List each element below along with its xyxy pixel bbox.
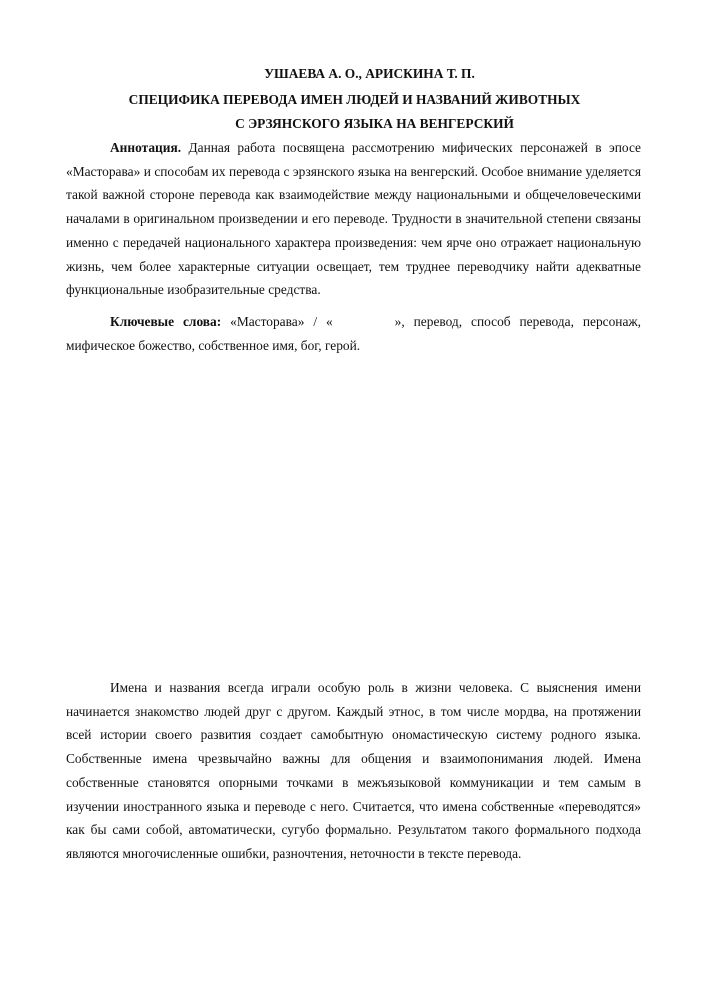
article-title-line-1: СПЕЦИФИКА ПЕРЕВОДА ИМЕН ЛЮДЕЙ И НАЗВАНИЙ ЖИВОТНЫХ	[128, 92, 581, 107]
keywords-label: Ключевые слова:	[110, 314, 222, 329]
abstract-label: Аннотация.	[110, 140, 182, 155]
intro-paragraph: Имена и названия всегда играли особую роль в жизни человека. С выяснения имени начинается знакомство людей друг с другом. Каждый этнос, в том числе мордва, на протяжении всей истории своего развития создает самобытную ономастическую систему родного языка. Собственные имена чрезвычайно важны для общения и взаимопонимания людей. Имена собственные становятся опорными точками в межъязыковой коммуникации и тем самым в изучении иностранного языка и переводе с него. Считается, что имена собственные «переводятся» как бы сами собой, автоматически, сугубо формально. Результатом такого формального подхода являются многочисленные ошибки, разночтения, неточности в тексте перевода.	[66, 680, 641, 861]
keywords-text-before: «Масторава» / «	[221, 314, 333, 329]
keywords-text-after: », перевод, способ перевода, персонаж, мифическое божество, собственное имя, бог, герой.	[66, 314, 641, 353]
abstract-text: Данная работа посвящена рассмотрению мифических персонажей в эпосе «Масторава» и способам их перевода с эрзянского языка на венгерский. Особое внимание уделяется такой важной стороне перевода как взаимодействие между национальными и общечеловеческими началами в оригинальном произведении и его переводе. Трудности в значительной степени связаны именно с передачей национального характера произведения: чем ярче оно отражает национальную жизнь, чем более характерные ситуации освещает, тем труднее переводчику найти адекватные функциональные изобразительные средства.	[66, 140, 641, 298]
abstract-paragraph	[66, 136, 641, 302]
article-title-line-2: С ЭРЗЯНСКОГО ЯЗЫКА НА ВЕНГЕРСКИЙ	[235, 116, 514, 131]
authors: УШАЕВА А. О., АРИСКИНА Т. П.	[264, 66, 475, 81]
keywords-paragraph	[66, 310, 641, 357]
